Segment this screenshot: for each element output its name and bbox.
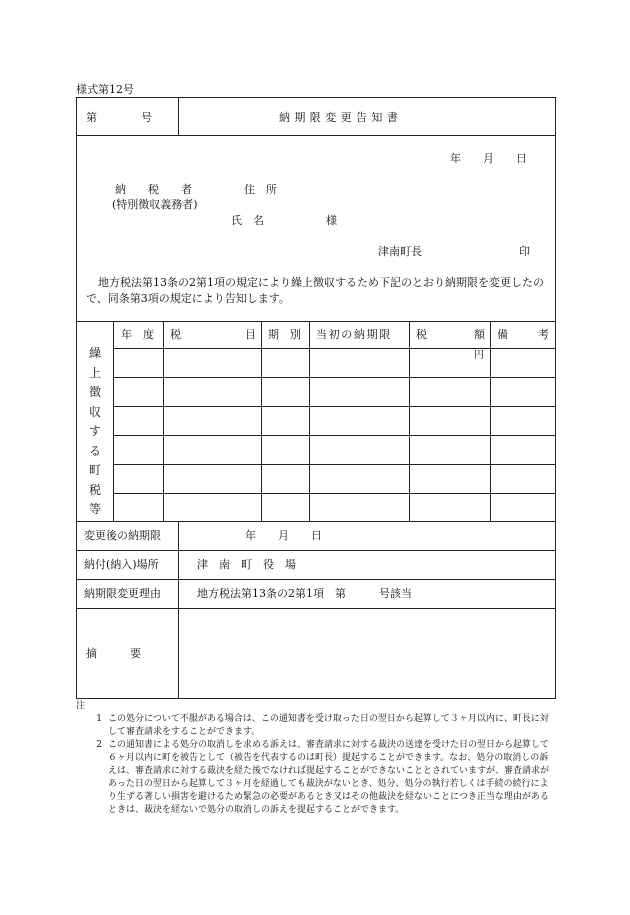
seal-mark: 印 [519,245,530,258]
side-label-char: 上 [88,365,101,380]
side-label-char: 繰 [88,346,101,360]
form-number: 様式第12号 [76,83,134,96]
note-number: 1 [96,714,102,724]
collected-taxes-side-label [84,344,106,520]
header-fiscal-year: 年 度 [121,328,154,341]
issuer-name: 津南町長 [378,245,422,258]
header-tax-item-left: 税 [170,328,181,341]
note-text: この通知書による処分の取消しを求める訴えは、審査請求に対する裁決の送達を受けた日の翌日から起算して６ヶ月以内に町を被告として（被告を代表するのは町長）提起することができます。なお、処分の取消しの訴えは、審査請求に対する裁決を経た後でなければ提起することができないこととされていますが、審査請求があった日の翌日から起算して３ヶ月を経過しても裁決がないとき、処分、処分の執行若しくは手続の続行により生ずる著しい損害を避けるため緊急の必要があるとき又はその他裁決を経ないことにつき正当な理由があるときは、裁決を経ないで処分の取消しの訴えを提起することができます。 [108,740,550,815]
taxpayer-label: 納 税 者 [115,183,192,196]
honorific: 様 [326,214,337,227]
header-original-due-date: 当初の納期限 [316,328,392,341]
new-due-date-label: 変更後の納期限 [84,529,161,542]
divider [76,521,556,522]
side-label-char: 徴 [88,385,101,399]
yen-unit: 円 [474,350,484,361]
header-amount-right: 額 [474,328,485,341]
divider [76,608,556,609]
divider [261,321,262,521]
divider [178,521,179,698]
note-number: 2 [96,740,102,750]
note-item [76,739,556,817]
header-remarks-left: 備 [497,328,508,341]
note-text: この処分について不服がある場合は、この通知書を受け取った日の翌日から起算して３ヶ月以内に、町長に対して審査請求をすることができます。 [108,714,549,737]
notes-section [76,700,556,817]
notice-body-text: 地方税法第13条の2第1項の規定により繰上徴収するため下記のとおり納期限を変更したので、同条第3項の規定により告知します。 [86,276,544,305]
payment-place-label: 納付(納入)場所 [84,558,159,571]
header-tax-item-right: 目 [245,328,256,341]
divider [163,321,164,521]
divider [178,97,179,135]
note-item [76,713,556,739]
payment-place-value: 津 南 町 役 場 [197,558,296,571]
new-due-date-value: 年 月 日 [245,529,322,542]
side-label-char: 町 [88,463,101,477]
change-reason-value: 地方税法第13条の2第1項 第 号該当 [197,587,412,600]
issue-date: 年 月 日 [450,152,527,165]
notes-heading: 注 [76,701,86,711]
divider [76,321,556,322]
divider [113,321,114,521]
name-label: 氏 名 [231,214,264,227]
divider [490,321,491,521]
summary-label: 摘 要 [86,647,141,660]
side-label-char: る [88,443,101,458]
divider [76,579,556,580]
side-label-char: 等 [88,502,101,516]
side-label-char: 税 [88,482,101,497]
address-label: 住 所 [244,183,277,196]
document-title: 納期限変更告知書 [279,111,403,124]
document-number-label: 第 号 [86,111,152,124]
side-label-char: す [88,424,101,438]
side-label-char: 収 [88,404,101,419]
header-installment: 期 別 [268,328,301,341]
divider [76,550,556,551]
divider [309,321,310,521]
change-reason-label: 納期限変更理由 [84,587,161,600]
divider [409,321,410,521]
taxpayer-sublabel: (特別徴収義務者) [112,198,198,211]
divider [76,135,556,136]
header-remarks-right: 考 [538,328,549,341]
header-amount-left: 税 [416,328,427,341]
